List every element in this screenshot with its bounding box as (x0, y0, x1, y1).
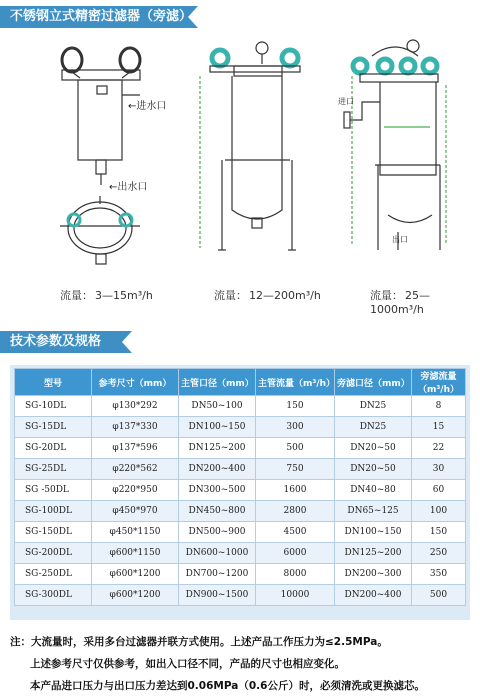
table-cell: DN200~400 (179, 459, 256, 480)
flow-value: 25—1000m³/h (370, 289, 430, 316)
table-cell: 60 (412, 480, 466, 501)
table-cell: SG-200DL (15, 543, 92, 564)
table-cell: 750 (256, 459, 335, 480)
table-cell: SG-300DL (15, 585, 92, 606)
table-cell: φ220*950 (92, 480, 179, 501)
table-cell: DN20~50 (335, 438, 412, 459)
outlet-short-callout: 出口 (392, 235, 408, 244)
table-cell: 1600 (256, 480, 335, 501)
flow-rate-medium (214, 287, 321, 303)
table-row (15, 480, 466, 501)
table-cell: DN40~80 (335, 480, 412, 501)
note-line-1: 注：大流量时，采用多台过滤器并联方式使用。上述产品工作压力为≤2.5MPa。 (10, 636, 388, 648)
table-cell: φ450*970 (92, 501, 179, 522)
outlet-callout: ←出水口 (109, 182, 148, 193)
table-cell: 8 (412, 396, 466, 417)
table-row (15, 438, 466, 459)
table-cell: φ450*1150 (92, 522, 179, 543)
table-cell: 300 (256, 417, 335, 438)
flow-value: 12—200m³/h (249, 289, 321, 302)
table-cell: φ600*1200 (92, 564, 179, 585)
note-line-2: 上述参考尺寸仅供参考，如出入口径不同，产品的尺寸也相应变化。 (30, 658, 345, 670)
table-row (15, 417, 466, 438)
table-header-row (15, 369, 466, 396)
table-cell: SG-250DL (15, 564, 92, 585)
outlet-label: 出水口 (117, 182, 148, 193)
col-model: 型号 (15, 369, 92, 396)
flow-rate-small (60, 287, 153, 303)
table-row (15, 459, 466, 480)
table-cell: SG-150DL (15, 522, 92, 543)
flow-label: 流量： (60, 289, 93, 302)
note-line-3: 本产品进口压力与出口压力差达到0.06MPa（0.6公斤）时，必须清洗或更换滤芯。 (30, 680, 425, 692)
table-cell: 15 (412, 417, 466, 438)
table-cell: DN900~1500 (179, 585, 256, 606)
table-cell: 10000 (256, 585, 335, 606)
table-row (15, 564, 466, 585)
table-cell: DN100~150 (335, 522, 412, 543)
table-cell: DN25 (335, 417, 412, 438)
col-side-diameter: 旁滤口径（mm） (335, 369, 412, 396)
table-cell: DN100~150 (179, 417, 256, 438)
table-cell: DN700~1200 (179, 564, 256, 585)
notes (10, 631, 425, 697)
table-cell: 150 (256, 396, 335, 417)
table-cell: 22 (412, 438, 466, 459)
spec-table (14, 368, 466, 606)
inlet-callout: ←进水口 (128, 101, 167, 112)
small-filter-drawing (60, 48, 140, 264)
inlet-short-callout: 进口 (338, 97, 354, 106)
table-cell: DN450~800 (179, 501, 256, 522)
table-cell: 4500 (256, 522, 335, 543)
table-cell: φ600*1150 (92, 543, 179, 564)
table-cell: 150 (412, 522, 466, 543)
table-row (15, 522, 466, 543)
table-cell: φ220*562 (92, 459, 179, 480)
table-cell: DN500~900 (179, 522, 256, 543)
filter-drawings (0, 0, 480, 300)
table-cell: DN200~300 (335, 564, 412, 585)
table-cell: φ130*292 (92, 396, 179, 417)
table-cell: SG -50DL (15, 480, 92, 501)
table-cell: SG-15DL (15, 417, 92, 438)
flow-label: 流量： (370, 289, 403, 302)
table-cell: 8000 (256, 564, 335, 585)
table-cell: φ137*596 (92, 438, 179, 459)
table-body (15, 396, 466, 606)
col-side-flow: 旁滤流量（m³/h） (412, 369, 466, 396)
table-cell: DN50~100 (179, 396, 256, 417)
table-cell: SG-10DL (15, 396, 92, 417)
table-cell: SG-25DL (15, 459, 92, 480)
large-filter-drawing (344, 40, 446, 250)
col-main-flow: 主管流量（m³/h） (256, 369, 335, 396)
table-cell: DN20~50 (335, 459, 412, 480)
table-row (15, 585, 466, 606)
table-row (15, 501, 466, 522)
table-cell: φ600*1200 (92, 585, 179, 606)
table-cell: 6000 (256, 543, 335, 564)
col-size: 参考尺寸（mm） (92, 369, 179, 396)
table-cell: DN125~200 (179, 438, 256, 459)
inlet-label: 进水口 (136, 101, 167, 112)
table-cell: DN65~125 (335, 501, 412, 522)
table-cell: 250 (412, 543, 466, 564)
table-cell: 350 (412, 564, 466, 585)
flow-rate-large (370, 287, 480, 316)
table-row (15, 543, 466, 564)
table-cell: 2800 (256, 501, 335, 522)
table-cell: SG-20DL (15, 438, 92, 459)
table-row (15, 396, 466, 417)
table-cell: φ137*330 (92, 417, 179, 438)
spec-banner: 技术参数及规格 (0, 331, 122, 353)
col-main-diameter: 主管口径（mm） (179, 369, 256, 396)
table-cell: DN200~400 (335, 585, 412, 606)
table-cell: 100 (412, 501, 466, 522)
table-cell: DN125~200 (335, 543, 412, 564)
flow-value: 3—15m³/h (95, 289, 153, 302)
flow-label: 流量： (214, 289, 247, 302)
title-banner: 不锈钢立式精密过滤器（旁滤） (0, 6, 188, 28)
table-cell: DN600~1000 (179, 543, 256, 564)
table-cell: 500 (412, 585, 466, 606)
medium-filter-drawing (200, 42, 300, 250)
table-cell: SG-100DL (15, 501, 92, 522)
table-cell: DN25 (335, 396, 412, 417)
table-cell: DN300~500 (179, 480, 256, 501)
table-cell: 500 (256, 438, 335, 459)
table-cell: 30 (412, 459, 466, 480)
